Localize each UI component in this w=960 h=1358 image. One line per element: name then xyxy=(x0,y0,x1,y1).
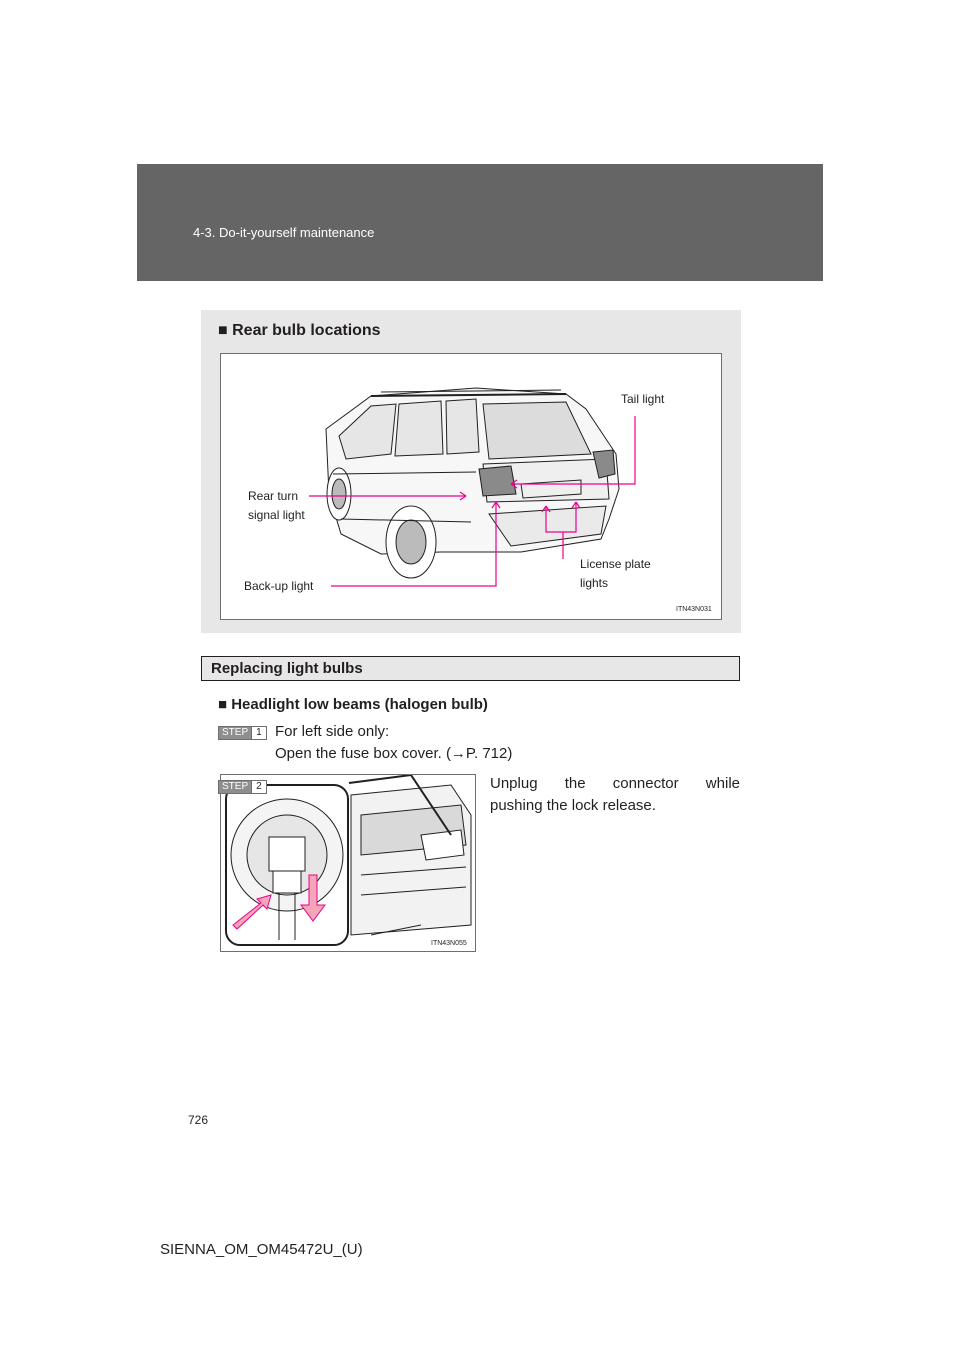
headlight-connector-illustration xyxy=(221,775,475,951)
footer-code: SIENNA_OM_OM45472U_(U) xyxy=(160,1241,363,1258)
section-title: Replacing light bulbs xyxy=(211,660,363,677)
step2-line1: Unplug the connector while xyxy=(490,775,740,792)
page-number: 726 xyxy=(188,1113,209,1127)
step1-line1: For left side only: xyxy=(275,723,390,740)
rear-bulb-title: ■ Rear bulb locations xyxy=(218,322,381,339)
figure2-code: ITN43N055 xyxy=(431,940,467,947)
license-plate-label-line2: lights xyxy=(580,576,609,590)
step1-line2: Open the fuse box cover. (→P. 712) xyxy=(275,745,513,762)
figure-code: ITN43N031 xyxy=(676,606,712,613)
step2-badge: STEP 2 xyxy=(218,780,267,794)
headlight-connector-figure xyxy=(220,774,476,952)
section-breadcrumb: 4-3. Do-it-yourself maintenance xyxy=(193,225,375,240)
rear-turn-label-line2: signal light xyxy=(248,508,305,522)
step2-line2: pushing the lock release. xyxy=(490,797,656,814)
backup-light-label: Back-up light xyxy=(244,579,314,593)
license-plate-label: License plate xyxy=(580,557,651,571)
step1-badge: STEP 1 xyxy=(218,726,267,740)
tail-light-label: Tail light xyxy=(621,392,665,406)
header-bar xyxy=(137,164,823,281)
headlight-subtitle: ■ Headlight low beams (halogen bulb) xyxy=(218,696,488,713)
rear-turn-label: Rear turn xyxy=(248,489,299,503)
replacing-section-header xyxy=(201,656,740,681)
